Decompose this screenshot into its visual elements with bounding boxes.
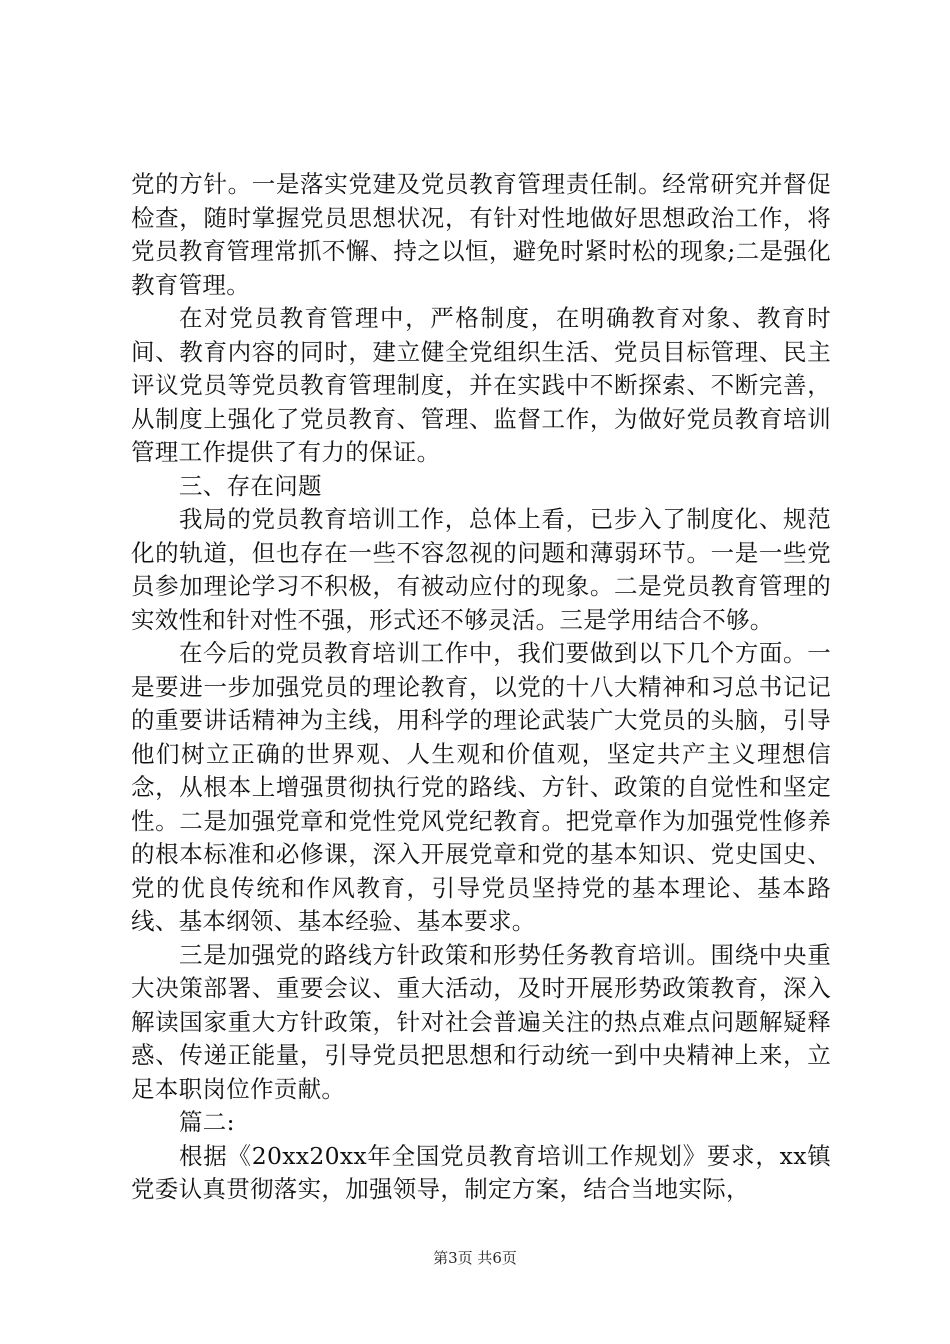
paragraph-problems: 我局的党员教育培训工作，总体上看，已步入了制度化、规范化的轨道，但也存在一些不容忽视的问题和薄弱环节。一是一些党员参加理论学习不积极，有被动应付的现象。二是党员教育管理的实效性和针对性不强，形式还不够灵活。三是学用结合不够。 <box>131 505 831 634</box>
paragraph-policy-education: 三是加强党的路线方针政策和形势任务教育培训。围绕中央重大决策部署、重要会议、重大活动，及时开展形势政策教育，深入解读国家重大方针政策，针对社会普遍关注的热点难点问题解疑释惑、传递正能量，引导党员把思想和行动统一到中央精神上来，立足本职岗位作贡献。 <box>131 940 831 1103</box>
section-heading-part-two: 篇二: <box>179 1108 235 1136</box>
paragraph-management-system: 在对党员教育管理中，严格制度，在明确教育对象、教育时间、教育内容的同时，建立健全党组织生活、党员目标管理、民主评议党员等党员教育管理制度，并在实践中不断探索、不断完善，从制度上强化了党员教育、管理、监督工作，为做好党员教育培训管理工作提供了有力的保证。 <box>131 304 831 466</box>
section-heading-problems: 三、存在问题 <box>179 471 322 500</box>
page-number-footer: 第3页 共6页 <box>433 1249 517 1267</box>
paragraph-future-work: 在今后的党员教育培训工作中，我们要做到以下几个方面。一是要进一步加强党员的理论教育，以党的十八大精神和习总书记记的重要讲话精神为主线，用科学的理论武装广大党员的头脑，引导他们树立正确的世界观、人生观和价值观，坚定共产主义理想信念，从根本上增强贯彻执行党的路线、方针、政策的自觉性和坚定性。二是加强党章和党性党风党纪教育。把党章作为加强党性修养的根本标准和必修课，深入开展党章和党的基本知识、党史国史、党的优良传统和作风教育，引导党员坚持党的基本理论、基本路线、基本纲领、基本经验、基本要求。 <box>131 639 831 935</box>
paragraph-part-two-intro: 根据《20xx20xx年全国党员教育培训工作规划》要求，xx镇党委认真贯彻落实，加强领导，制定方案，结合当地实际， <box>131 1141 831 1203</box>
document-body <box>131 168 831 1207</box>
paragraph-continuation: 党的方针。一是落实党建及党员教育管理责任制。经常研究并督促检查，随时掌握党员思想状况，有针对性地做好思想政治工作，将党员教育管理常抓不懈、持之以恒，避免时紧时松的现象;二是强化教育管理。 <box>131 170 831 299</box>
